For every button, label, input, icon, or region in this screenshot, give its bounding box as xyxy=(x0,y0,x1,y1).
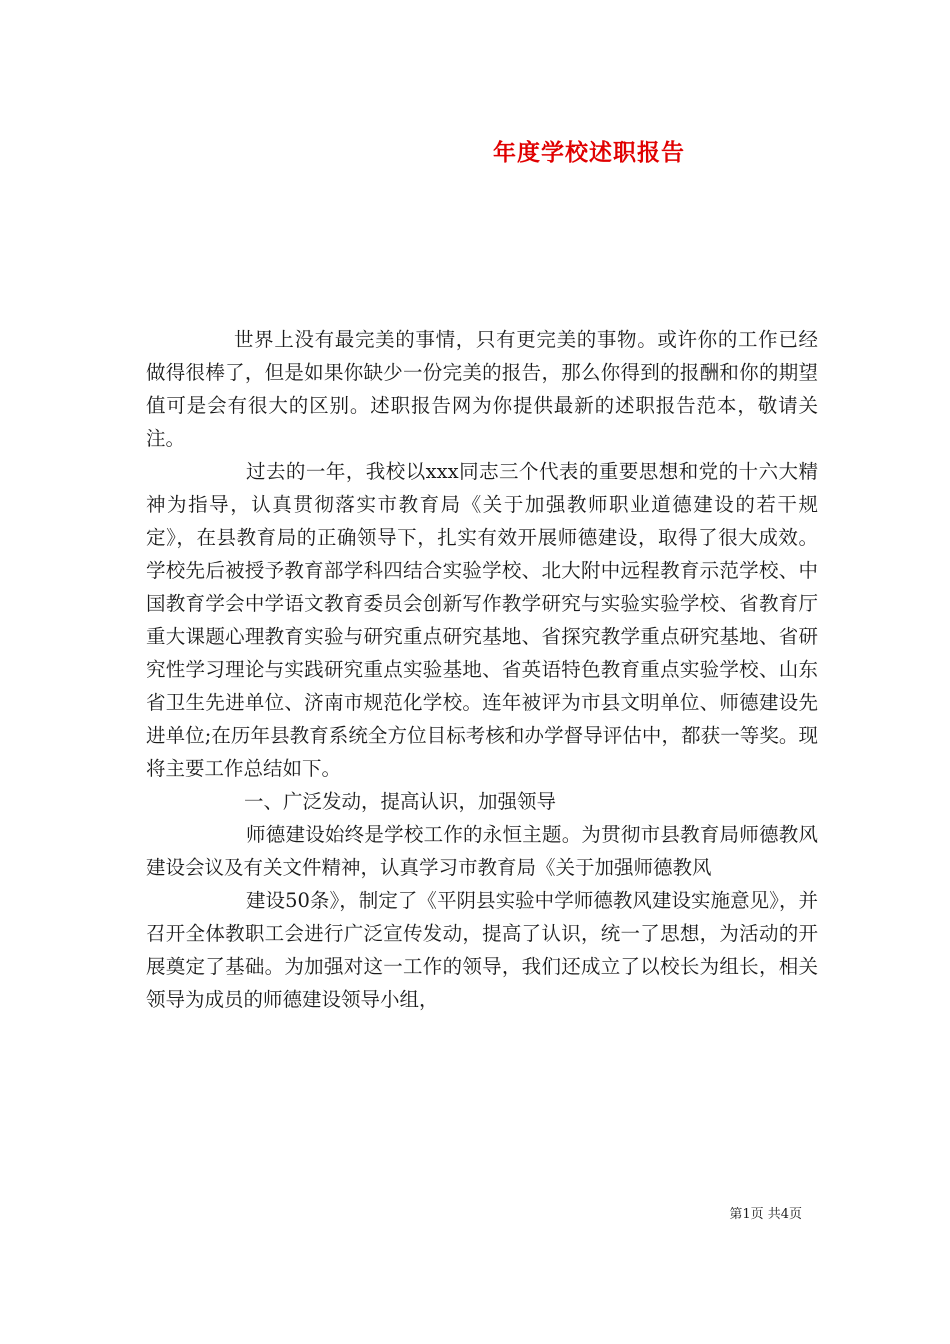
paragraph-intro: 世界上没有最完美的事情，只有更完美的事物。或许你的工作已经做得很棒了，但是如果你缺少一份完美的报告，那么你得到的报酬和你的期望值可是会有很大的区别。述职报告网为你提供最新的述职报告范本，敬请关注。 xyxy=(146,328,818,450)
section-heading-1: 一、广泛发动，提高认识，加强领导 xyxy=(244,790,557,813)
document-body xyxy=(146,323,818,1016)
paragraph-summary: 过去的一年，我校以xxx同志三个代表的重要思想和党的十六大精神为指导，认真贯彻落实市教育局《关于加强教师职业道德建设的若干规定》，在县教育局的正确领导下，扎实有效开展师德建设，取得了很大成效。学校先后被授予教育部学科四结合实验学校、北大附中远程教育示范学校、中国教育学会中学语文教育委员会创新写作教学研究与实验实验学校、省教育厅重大课题心理教育实验与研究重点研究基地、省探究教学重点研究基地、省研究性学习理论与实践研究重点实验基地、省英语特色教育重点实验学校、山东省卫生先进单位、济南市规范化学校。连年被评为市县文明单位、师德建设先进单位;在历年县教育系统全方位目标考核和办学督导评估中，都获一等奖。现将主要工作总结如下。 xyxy=(146,460,818,780)
document-title: 年度学校述职报告 xyxy=(493,139,685,166)
paragraph-section-1: 师德建设始终是学校工作的永恒主题。为贯彻市县教育局师德教风建设会议及有关文件精神，认真学习市教育局《关于加强师德教风 xyxy=(146,823,818,879)
paragraph-section-1-cont: 建设50条》，制定了《平阴县实验中学师德教风建设实施意见》，并召开全体教职工会进行广泛宣传发动，提高了认识，统一了思想，为活动的开展奠定了基础。为加强对这一工作的领导，我们还成立了以校长为组长，相关领导为成员的师德建设领导小组， xyxy=(146,889,818,1011)
page-number: 第1页 共4页 xyxy=(729,1207,802,1222)
